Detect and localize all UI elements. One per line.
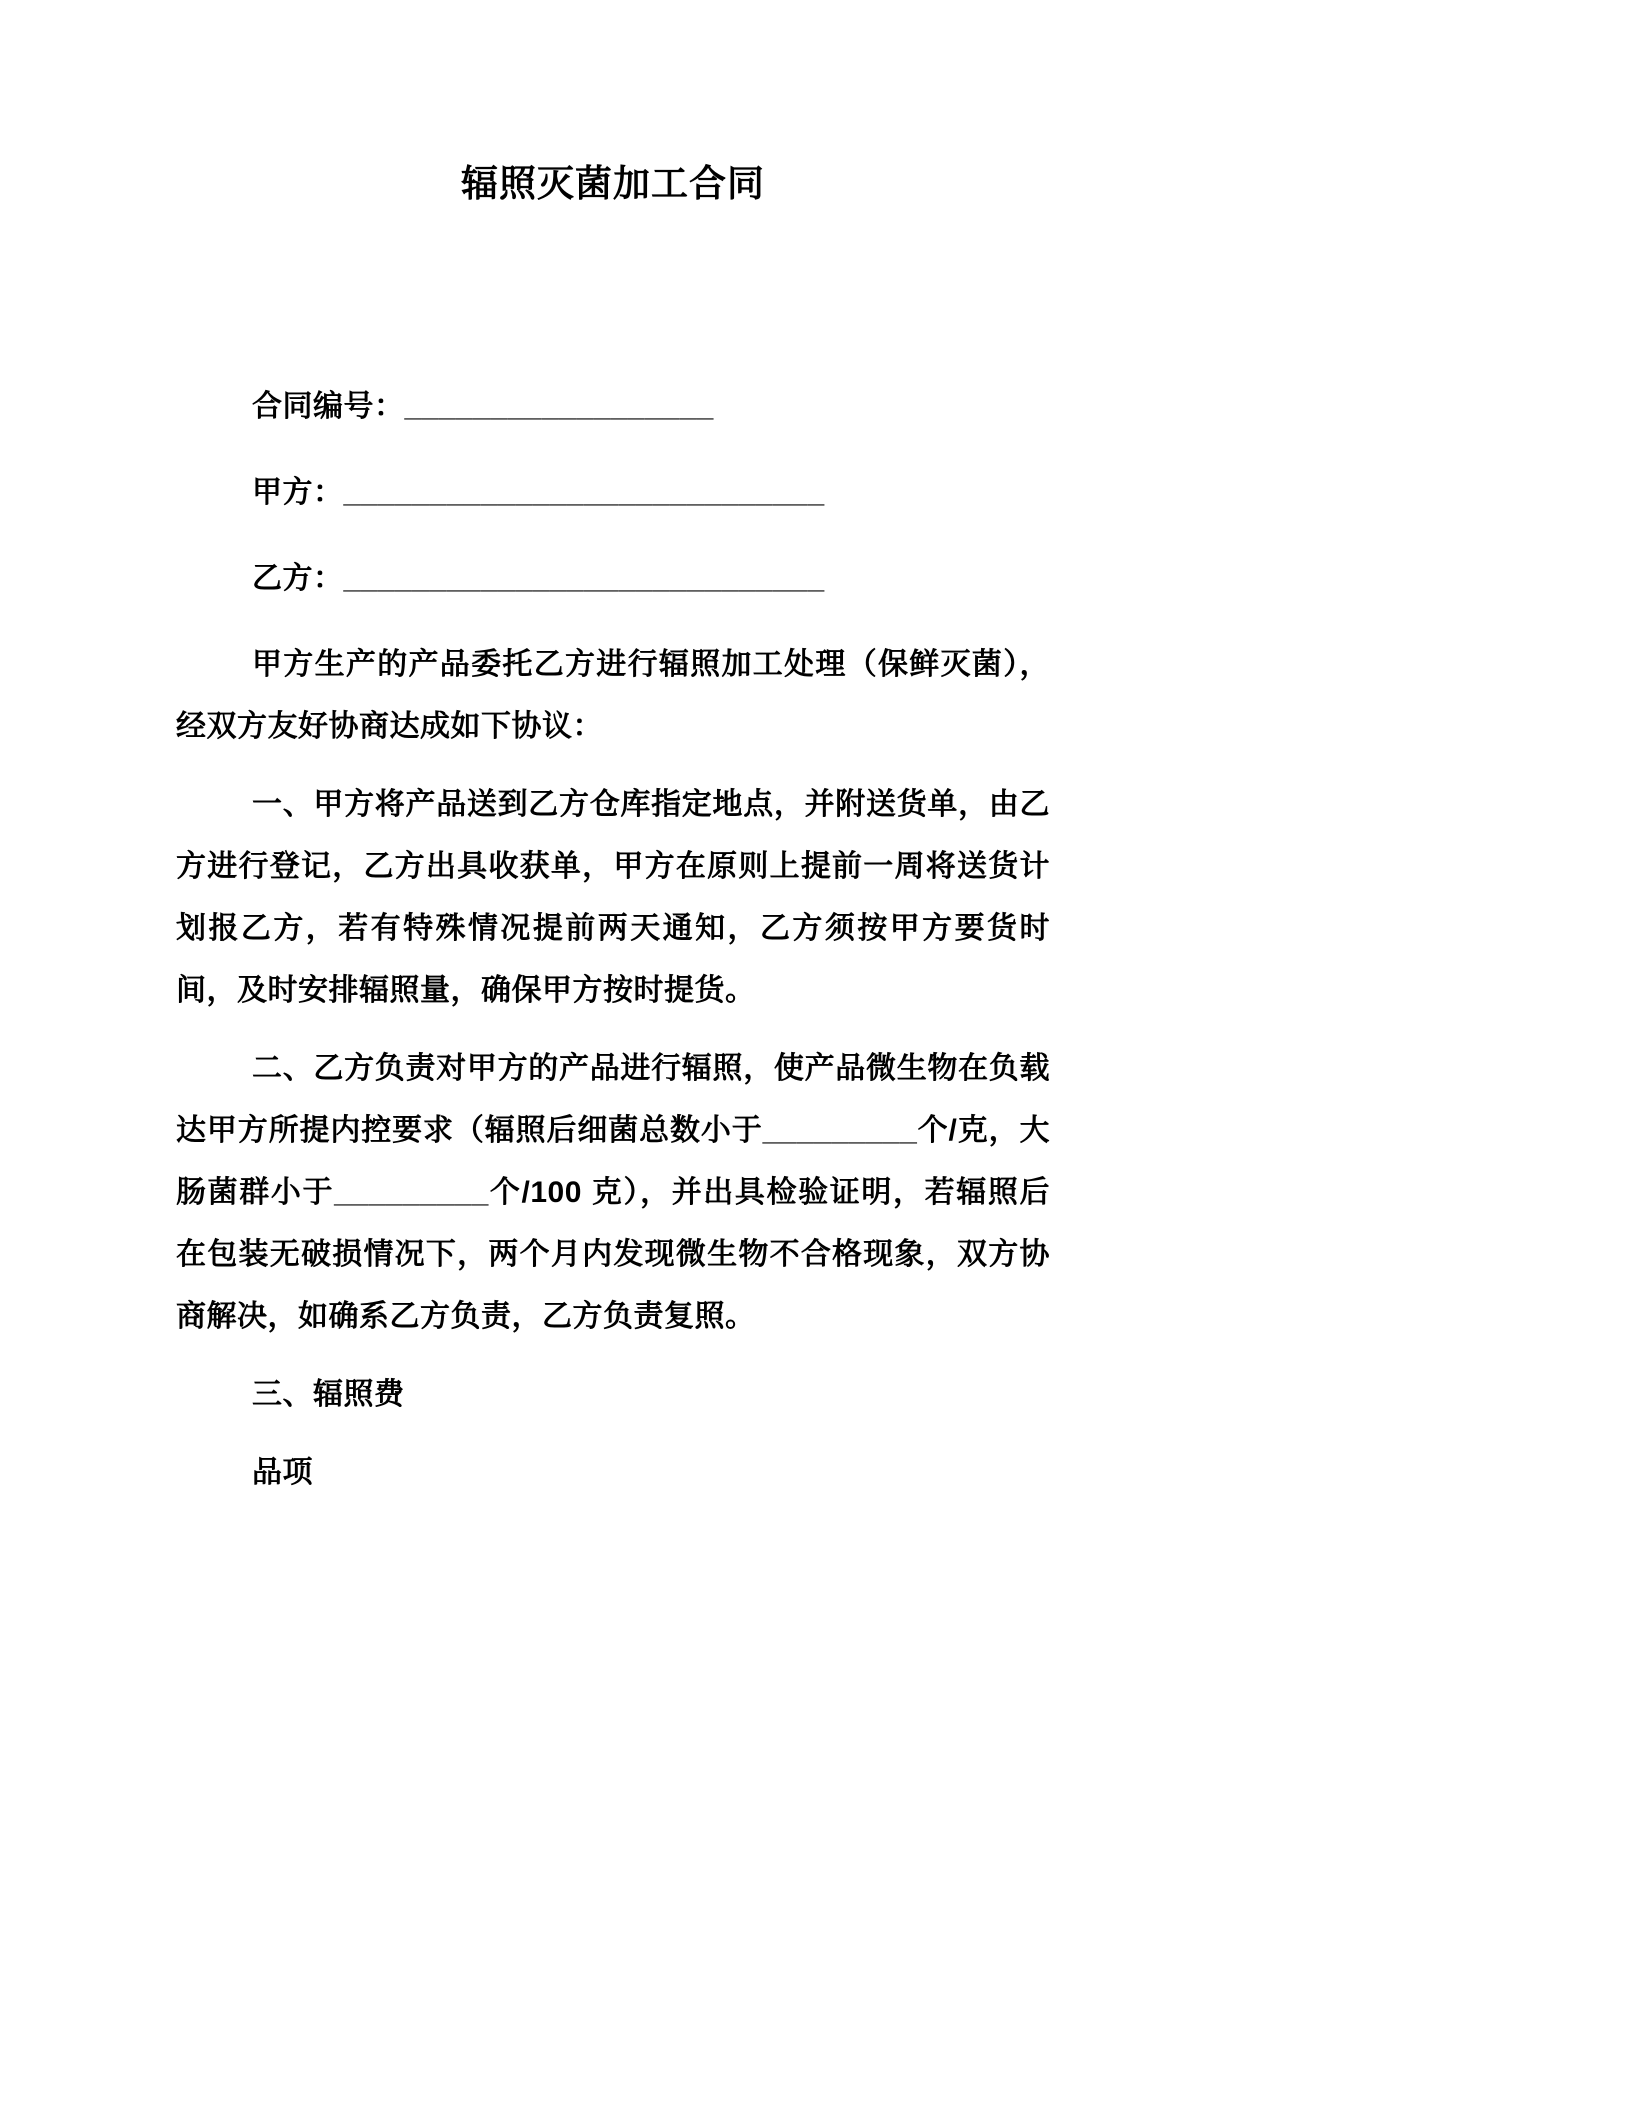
contract-number-line: 合同编号：__________________ [252, 390, 714, 423]
party-b-line: 乙方：____________________________ [252, 562, 825, 595]
clause-3-heading: 三、辐照费 [252, 1378, 405, 1411]
party-a-line: 甲方：____________________________ [252, 476, 825, 509]
document-title: 辐照灭菌加工合同 [461, 163, 765, 204]
clause-2-paragraph: 二、乙方负责对甲方的产品进行辐照，使产品微生物在负载达甲方所提内控要求（辐照后细菌总数小于_________个/克，大肠菌群小于_________个/100 克），并出具检验证明，若辐照后在包装无破损情况下，两个月内发现微生物不合格现象，双方协商解决，如确系乙方负责，乙方负责复照。 [176, 1052, 1050, 1333]
clause-1-paragraph: 一、甲方将产品送到乙方仓库指定地点，并附送货单，由乙方进行登记，乙方出具收获单，甲方在原则上提前一周将送货计划报乙方，若有特殊情况提前两天通知，乙方须按甲方要货时间，及时安排辐照量，确保甲方按时提货。 [176, 788, 1050, 1007]
item-label-line: 品项 [252, 1456, 313, 1489]
contract-body [176, 634, 1050, 1504]
intro-paragraph: 甲方生产的产品委托乙方进行辐照加工处理（保鲜灭菌），经双方友好协商达成如下协议： [176, 648, 1050, 743]
contract-header-fields [176, 376, 1050, 610]
